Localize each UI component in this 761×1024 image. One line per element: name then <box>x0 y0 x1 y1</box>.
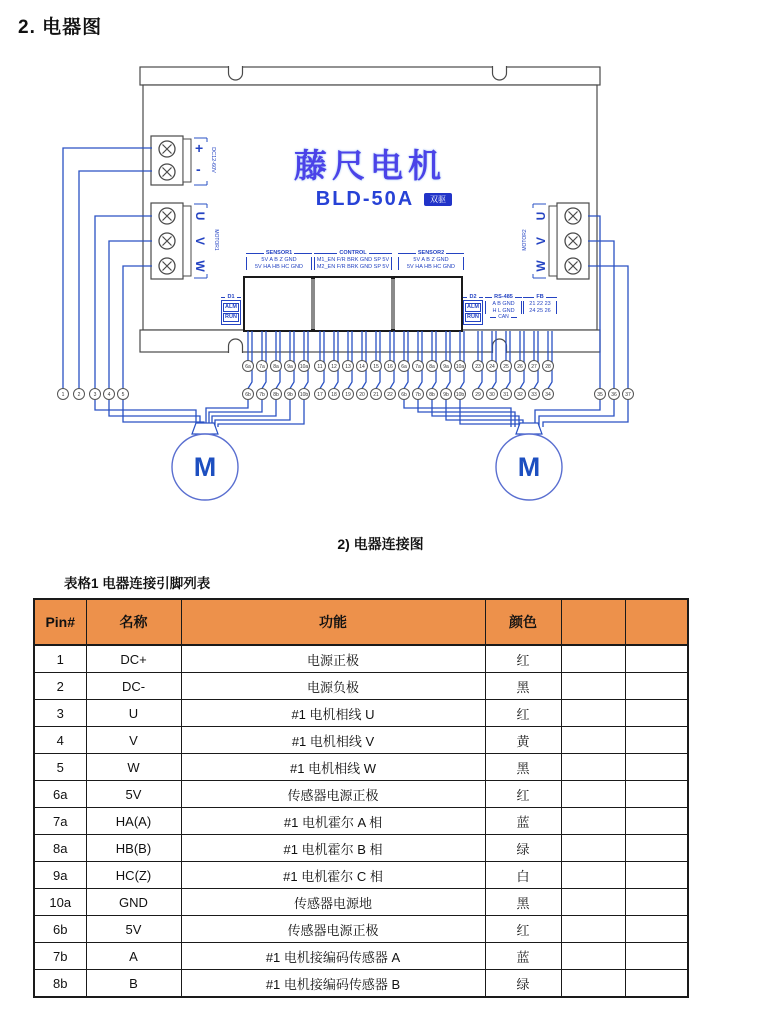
pin-number: 7b <box>259 391 265 398</box>
pin-number: 35 <box>597 391 603 398</box>
table-cell <box>625 943 688 970</box>
pin-table <box>33 598 689 998</box>
power-range-label: DC12-60V <box>210 147 216 173</box>
table-title: 表格1 电器连接引脚列表 <box>64 576 211 591</box>
table-row <box>34 781 688 808</box>
table-cell: 黑 <box>485 673 561 700</box>
wire <box>209 400 262 428</box>
led1-block <box>221 294 241 325</box>
pin-number: 25 <box>503 363 509 370</box>
control-title: CONTROL <box>314 250 392 256</box>
pin-number: 7a <box>259 363 265 370</box>
pin-number: 31 <box>503 391 509 398</box>
table-cell: 1 <box>34 645 86 673</box>
pin-number: 10a <box>299 363 309 370</box>
pin-number: 6b <box>401 391 407 398</box>
control-row1: M1_EN F/R BRK GND SP 5V <box>316 257 390 263</box>
pin-number: 14 <box>359 363 365 370</box>
table-cell <box>625 889 688 916</box>
table-cell: 传感器电源地 <box>181 889 485 916</box>
table-cell: 白 <box>485 862 561 889</box>
table-cell: 5V <box>86 916 181 943</box>
table-row <box>34 808 688 835</box>
sensor2-row2: 5V HA HB HC GND <box>407 263 455 270</box>
table-cell <box>561 835 625 862</box>
column-header: 功能 <box>181 599 485 645</box>
table-row <box>34 673 688 700</box>
wire <box>535 400 600 428</box>
motor1-m-letter: M <box>193 452 217 482</box>
motor1-v-label: V <box>193 236 207 245</box>
table-cell: 6b <box>34 916 86 943</box>
pin-number: 7a <box>415 363 421 370</box>
sensor1-housing <box>244 277 312 331</box>
pin-number: 11 <box>317 363 323 370</box>
table-cell: 2 <box>34 673 86 700</box>
pin-number: 17 <box>317 391 323 398</box>
sensor2-title: SENSOR2 <box>398 250 464 256</box>
wire <box>63 148 152 389</box>
wire <box>432 400 519 428</box>
table-cell: #1 电机相线 W <box>181 754 485 781</box>
fb-title: FB <box>523 294 557 300</box>
pin-number: 23 <box>475 363 481 370</box>
table-cell <box>561 645 625 673</box>
pin-number: 8a <box>429 363 435 370</box>
led-label: ALM <box>223 303 239 312</box>
sensor1-row2: 5V HA HB HC GND <box>255 263 303 270</box>
pin-number: 6a <box>245 363 251 370</box>
pin-number: 37 <box>625 391 631 398</box>
motor2-u-label: U <box>534 211 548 221</box>
sensor2-connector-label <box>398 250 464 270</box>
pin-number: 19 <box>345 391 351 398</box>
motor2-m-letter: M <box>517 452 541 482</box>
wire <box>212 400 276 428</box>
pin-number: 13 <box>345 363 351 370</box>
led2-block <box>463 294 483 325</box>
table-cell <box>625 862 688 889</box>
sensor1-connector-label <box>246 250 312 270</box>
column-header <box>561 599 625 645</box>
bottom-flange <box>140 330 600 352</box>
fb-block <box>523 294 557 314</box>
wire <box>404 400 511 428</box>
motor2-v-label: V <box>534 237 548 246</box>
table-row <box>34 943 688 970</box>
table-cell: GND <box>86 889 181 916</box>
table-cell: B <box>86 970 181 998</box>
table-cell: U <box>86 700 181 727</box>
power-minus-label: - <box>196 161 201 177</box>
pin-number: 34 <box>545 391 551 398</box>
pin-number: 32 <box>517 391 523 398</box>
can-label: CAN <box>485 314 522 320</box>
sensor1-row1: 5V A B Z GND <box>261 257 297 263</box>
motor-connector <box>516 423 542 434</box>
table-cell <box>561 970 625 998</box>
pin-number: 28 <box>545 363 551 370</box>
pin-number: 18 <box>331 391 337 398</box>
table-cell: HB(B) <box>86 835 181 862</box>
sensor2-row1: 5V A B Z GND <box>413 257 449 263</box>
table-cell: 黄 <box>485 727 561 754</box>
table-cell: 9a <box>34 862 86 889</box>
pin-number: 2 <box>77 391 81 398</box>
table-cell: #1 电机接编码传感器 A <box>181 943 485 970</box>
pin-number: 21 <box>373 391 379 398</box>
pin-number: 7b <box>415 391 421 398</box>
table-cell <box>625 808 688 835</box>
power-plus-label: + <box>195 140 204 156</box>
table-cell <box>561 754 625 781</box>
table-row <box>34 916 688 943</box>
table-cell: A <box>86 943 181 970</box>
table-cell: 电源负极 <box>181 673 485 700</box>
table-row <box>34 754 688 781</box>
pin-number: 9b <box>287 391 293 398</box>
pin-number: 30 <box>489 391 495 398</box>
table-row <box>34 645 688 673</box>
pin-number: 3 <box>93 391 97 398</box>
table-cell: 电源正极 <box>181 645 485 673</box>
table-cell <box>561 727 625 754</box>
table-cell: #1 电机接编码传感器 B <box>181 970 485 998</box>
table-cell: 蓝 <box>485 808 561 835</box>
pin-number: 10b <box>455 391 465 398</box>
table-cell <box>625 781 688 808</box>
pin-number: 22 <box>387 391 393 398</box>
table-cell <box>625 645 688 673</box>
table-row <box>34 862 688 889</box>
housing-joint <box>311 279 315 329</box>
figure-caption: 2) 电器连接图 <box>337 536 424 552</box>
motor2-label: MOTOR2 <box>522 229 528 251</box>
table-cell <box>625 700 688 727</box>
table-cell <box>625 727 688 754</box>
motor2-w-label: W <box>534 260 548 272</box>
table-cell: 7b <box>34 943 86 970</box>
table-cell: #1 电机相线 U <box>181 700 485 727</box>
table-cell: 红 <box>485 916 561 943</box>
fb-row2: 24 25 26 <box>529 307 551 314</box>
wire <box>123 400 204 428</box>
table-cell <box>561 808 625 835</box>
wire <box>79 171 152 389</box>
control-housing <box>314 277 392 331</box>
pin-number: 29 <box>475 391 481 398</box>
table-cell: 红 <box>485 700 561 727</box>
page-title: 2. 电器图 <box>18 17 103 38</box>
pin-number: 8a <box>273 363 279 370</box>
wire <box>95 400 196 428</box>
column-header: Pin# <box>34 599 86 645</box>
table-cell: HA(A) <box>86 808 181 835</box>
table-cell: 6a <box>34 781 86 808</box>
led1-title: D1 <box>221 294 241 300</box>
wire <box>460 400 527 428</box>
table-cell <box>561 889 625 916</box>
table-cell: 传感器电源正极 <box>181 916 485 943</box>
pin-number: 9a <box>287 363 293 370</box>
motor1-label: MOTOR1 <box>213 229 219 251</box>
fb-row1: 21 22 23 <box>529 301 551 307</box>
pin-number: 4 <box>107 391 111 398</box>
control-connector-label <box>314 250 392 270</box>
table-cell: DC- <box>86 673 181 700</box>
pin-number: 36 <box>611 391 617 398</box>
led-label: RUN <box>223 313 239 322</box>
table-cell: 红 <box>485 781 561 808</box>
pin-number: 9a <box>443 363 449 370</box>
pin-number: 33 <box>531 391 537 398</box>
top-flange <box>140 67 600 85</box>
pin-number: 24 <box>489 363 495 370</box>
table-row <box>34 889 688 916</box>
motor2-terminal-strip <box>549 206 557 276</box>
rs485-row2: H L GND <box>492 307 515 314</box>
table-row <box>34 835 688 862</box>
table-cell: #1 电机霍尔 C 相 <box>181 862 485 889</box>
table-cell: #1 电机霍尔 A 相 <box>181 808 485 835</box>
table-cell: 8a <box>34 835 86 862</box>
table-cell: #1 电机霍尔 B 相 <box>181 835 485 862</box>
table-cell: 传感器电源正极 <box>181 781 485 808</box>
wire <box>543 400 628 428</box>
table-cell: 8b <box>34 970 86 998</box>
table-cell: 5V <box>86 781 181 808</box>
rs485-row1: A B GND <box>492 301 515 307</box>
table-cell <box>625 754 688 781</box>
table-cell <box>561 700 625 727</box>
table-cell <box>625 916 688 943</box>
pin-number: 5 <box>121 391 125 398</box>
table-cell <box>561 916 625 943</box>
pin-number: 9b <box>443 391 449 398</box>
table-cell: V <box>86 727 181 754</box>
table-cell <box>625 673 688 700</box>
brand-logo-text: 藤尺电机 <box>294 147 446 184</box>
motor1-u-label: U <box>193 211 207 221</box>
pin-number: 20 <box>359 391 365 398</box>
table-cell: 4 <box>34 727 86 754</box>
rs485-block <box>485 294 522 320</box>
pin-number: 26 <box>517 363 523 370</box>
control-row2: M2_EN F/R BRK GND SP 5V <box>316 263 390 270</box>
table-cell: 3 <box>34 700 86 727</box>
wire <box>539 400 614 428</box>
pin-number: 6a <box>401 363 407 370</box>
housing-joint <box>391 279 395 329</box>
table-cell: 绿 <box>485 970 561 998</box>
table-cell <box>625 970 688 998</box>
table-cell <box>561 943 625 970</box>
table-cell: 黑 <box>485 889 561 916</box>
table-row <box>34 970 688 998</box>
pin-number: 6b <box>245 391 251 398</box>
led-label: ALM <box>465 303 481 312</box>
pin-number: 10a <box>455 363 465 370</box>
dual-drive-badge: 双驱 <box>424 193 452 206</box>
motor-connector <box>192 423 218 434</box>
led2-title: D2 <box>463 294 483 300</box>
pin-number: 16 <box>387 363 393 370</box>
column-header <box>625 599 688 645</box>
column-header: 名称 <box>86 599 181 645</box>
rs485-title: RS-485 <box>485 294 522 300</box>
wire <box>215 400 290 428</box>
power-terminal-strip <box>183 139 191 182</box>
pin-number: 10b <box>299 391 309 398</box>
table-cell <box>625 835 688 862</box>
table-cell: 绿 <box>485 835 561 862</box>
pin-number: 8b <box>273 391 279 398</box>
table-cell: 7a <box>34 808 86 835</box>
table-cell <box>561 862 625 889</box>
motor1-terminal-strip <box>183 206 191 276</box>
wire <box>218 400 304 428</box>
table-cell <box>561 673 625 700</box>
pin-table-header <box>34 599 688 645</box>
table-cell: 10a <box>34 889 86 916</box>
table-cell: DC+ <box>86 645 181 673</box>
table-cell: HC(Z) <box>86 862 181 889</box>
pin-number: 1 <box>61 391 65 398</box>
table-cell: 红 <box>485 645 561 673</box>
motor1-w-label: W <box>193 260 207 272</box>
led-label: RUN <box>465 313 481 322</box>
table-row <box>34 727 688 754</box>
pin-number: 8b <box>429 391 435 398</box>
table-cell: W <box>86 754 181 781</box>
table-cell: #1 电机相线 V <box>181 727 485 754</box>
pin-number: 27 <box>531 363 537 370</box>
pin-number: 15 <box>373 363 379 370</box>
sensor2-housing <box>394 277 462 331</box>
sensor1-title: SENSOR1 <box>246 250 312 256</box>
table-cell: 5 <box>34 754 86 781</box>
table-cell: 蓝 <box>485 943 561 970</box>
table-cell <box>561 781 625 808</box>
column-header: 颜色 <box>485 599 561 645</box>
table-cell: 黑 <box>485 754 561 781</box>
pin-number: 12 <box>331 363 337 370</box>
table-row <box>34 700 688 727</box>
model-number: BLD-50A <box>315 188 415 210</box>
